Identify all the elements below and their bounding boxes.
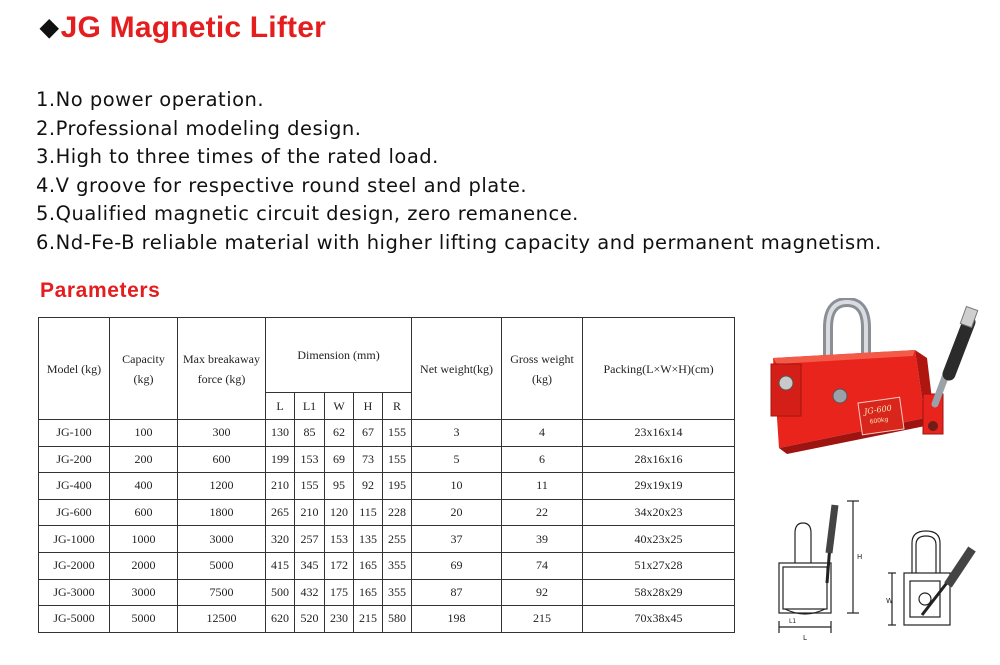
cell-dim-l1: 520 bbox=[295, 606, 325, 633]
table-row bbox=[39, 499, 735, 526]
cell-capacity: 3000 bbox=[110, 579, 178, 606]
cell-dim-h: 135 bbox=[354, 526, 383, 553]
cell-model: JG-5000 bbox=[39, 606, 110, 633]
header-dim-r: R bbox=[383, 393, 412, 420]
cell-model: JG-2000 bbox=[39, 552, 110, 579]
cell-dim-h: 115 bbox=[354, 499, 383, 526]
header-breakaway-line1: Max breakaway bbox=[183, 351, 260, 366]
table-row bbox=[39, 420, 735, 447]
cell-dim-w: 62 bbox=[325, 420, 354, 447]
feature-item: 4.V groove for respective round steel and plate. bbox=[36, 173, 528, 197]
header-breakaway-line2: force (kg) bbox=[197, 371, 246, 386]
cell-packing: 40x23x25 bbox=[583, 526, 735, 553]
table-row bbox=[39, 552, 735, 579]
cell-dim-r: 355 bbox=[383, 579, 412, 606]
cell-dim-l: 265 bbox=[266, 499, 295, 526]
cell-capacity: 100 bbox=[110, 420, 178, 447]
cell-capacity: 600 bbox=[110, 499, 178, 526]
cell-breakaway-force: 600 bbox=[178, 446, 266, 473]
cell-dim-r: 355 bbox=[383, 552, 412, 579]
lifter-illustration bbox=[771, 302, 978, 454]
header-capacity-line1: Capacity bbox=[122, 351, 165, 366]
cell-breakaway-force: 5000 bbox=[178, 552, 266, 579]
cell-gross-weight: 22 bbox=[502, 499, 583, 526]
cell-dim-r: 580 bbox=[383, 606, 412, 633]
page-title bbox=[40, 8, 326, 50]
cell-capacity: 2000 bbox=[110, 552, 178, 579]
cell-breakaway-force: 3000 bbox=[178, 526, 266, 553]
cell-dim-h: 165 bbox=[354, 552, 383, 579]
cell-dim-w: 172 bbox=[325, 552, 354, 579]
feature-item: 2.Professional modeling design. bbox=[36, 116, 362, 140]
cell-dim-l: 210 bbox=[266, 473, 295, 500]
cell-model: JG-600 bbox=[39, 499, 110, 526]
cell-dim-l1: 153 bbox=[295, 446, 325, 473]
cell-capacity: 200 bbox=[110, 446, 178, 473]
cell-dim-w: 153 bbox=[325, 526, 354, 553]
technical-drawing-front bbox=[773, 493, 883, 643]
cell-dim-l: 199 bbox=[266, 446, 295, 473]
cell-net-weight: 5 bbox=[412, 446, 502, 473]
cell-dim-w: 230 bbox=[325, 606, 354, 633]
cell-model: JG-400 bbox=[39, 473, 110, 500]
cell-dim-w: 120 bbox=[325, 499, 354, 526]
feature-item: 5.Qualified magnetic circuit design, zero remanence. bbox=[36, 202, 579, 226]
cell-dim-r: 195 bbox=[383, 473, 412, 500]
cell-net-weight: 87 bbox=[412, 579, 502, 606]
header-gross-line2: (kg) bbox=[532, 371, 553, 386]
cell-packing: 29x19x19 bbox=[583, 473, 735, 500]
header-packing: Packing(L×W×H)(cm) bbox=[583, 318, 735, 420]
cell-net-weight: 198 bbox=[412, 606, 502, 633]
table-row bbox=[39, 606, 735, 633]
cell-net-weight: 10 bbox=[412, 473, 502, 500]
feature-item: 3.High to three times of the rated load. bbox=[36, 145, 439, 169]
cell-dim-r: 255 bbox=[383, 526, 412, 553]
cell-dim-h: 67 bbox=[354, 420, 383, 447]
cell-capacity: 1000 bbox=[110, 526, 178, 553]
cell-dim-l: 415 bbox=[266, 552, 295, 579]
cell-dim-w: 69 bbox=[325, 446, 354, 473]
cell-dim-l: 320 bbox=[266, 526, 295, 553]
header-capacity-line2: (kg) bbox=[133, 371, 154, 386]
cell-net-weight: 3 bbox=[412, 420, 502, 447]
parameters-table-body bbox=[39, 420, 735, 633]
cell-dim-l1: 345 bbox=[295, 552, 325, 579]
cell-packing: 51x27x28 bbox=[583, 552, 735, 579]
header-gross-weight bbox=[502, 318, 583, 420]
cell-gross-weight: 4 bbox=[502, 420, 583, 447]
plate-model-text: JG-600 bbox=[863, 403, 893, 417]
cell-dim-w: 175 bbox=[325, 579, 354, 606]
header-breakaway bbox=[178, 318, 266, 420]
cell-packing: 58x28x29 bbox=[583, 579, 735, 606]
technical-drawing-side bbox=[886, 525, 986, 640]
feature-item: 1.No power operation. bbox=[36, 88, 265, 111]
header-capacity bbox=[110, 318, 178, 420]
header-gross-line1: Gross weight bbox=[510, 351, 574, 366]
cell-model: JG-1000 bbox=[39, 526, 110, 553]
header-model: Model (kg) bbox=[39, 318, 110, 420]
cell-dim-l: 130 bbox=[266, 420, 295, 447]
cell-dim-l: 620 bbox=[266, 606, 295, 633]
cell-gross-weight: 215 bbox=[502, 606, 583, 633]
plate-capacity-text: 600kg bbox=[869, 416, 889, 426]
cell-model: JG-100 bbox=[39, 420, 110, 447]
cell-model: JG-3000 bbox=[39, 579, 110, 606]
title-text: JG Magnetic Lifter bbox=[60, 11, 326, 44]
cell-breakaway-force: 1200 bbox=[178, 473, 266, 500]
header-dimension: Dimension (mm) bbox=[266, 318, 412, 393]
cell-breakaway-force: 7500 bbox=[178, 579, 266, 606]
drawing-label-h: H bbox=[857, 553, 863, 561]
cell-packing: 28x16x16 bbox=[583, 446, 735, 473]
cell-net-weight: 20 bbox=[412, 499, 502, 526]
cell-dim-h: 73 bbox=[354, 446, 383, 473]
drawing-label-l1: L1 bbox=[789, 618, 797, 625]
cell-packing: 23x16x14 bbox=[583, 420, 735, 447]
cell-capacity: 5000 bbox=[110, 606, 178, 633]
table-row bbox=[39, 473, 735, 500]
cell-breakaway-force: 12500 bbox=[178, 606, 266, 633]
cell-dim-r: 155 bbox=[383, 446, 412, 473]
cell-packing: 34x20x23 bbox=[583, 499, 735, 526]
cell-gross-weight: 11 bbox=[502, 473, 583, 500]
cell-net-weight: 69 bbox=[412, 552, 502, 579]
cell-packing: 70x38x45 bbox=[583, 606, 735, 633]
header-dim-h: H bbox=[354, 393, 383, 420]
header-dim-l: L bbox=[266, 393, 295, 420]
cell-gross-weight: 39 bbox=[502, 526, 583, 553]
header-dim-w: W bbox=[325, 393, 354, 420]
drawing-label-w: W bbox=[886, 597, 893, 605]
diamond-bullet-icon: ◆ bbox=[40, 14, 59, 41]
cell-gross-weight: 6 bbox=[502, 446, 583, 473]
header-net-weight: Net weight(kg) bbox=[412, 318, 502, 420]
feature-list bbox=[36, 86, 882, 258]
table-row bbox=[39, 526, 735, 553]
cell-dim-r: 228 bbox=[383, 499, 412, 526]
cell-dim-l: 500 bbox=[266, 579, 295, 606]
feature-item: 6.Nd-Fe-B reliable material with higher lifting capacity and permanent magnetism. bbox=[36, 230, 882, 254]
cell-dim-l1: 155 bbox=[295, 473, 325, 500]
cell-dim-r: 155 bbox=[383, 420, 412, 447]
parameters-heading: Parameters bbox=[40, 279, 161, 302]
table-row bbox=[39, 446, 735, 473]
cell-breakaway-force: 1800 bbox=[178, 499, 266, 526]
cell-capacity: 400 bbox=[110, 473, 178, 500]
cell-dim-w: 95 bbox=[325, 473, 354, 500]
cell-dim-l1: 257 bbox=[295, 526, 325, 553]
cell-dim-h: 215 bbox=[354, 606, 383, 633]
cell-model: JG-200 bbox=[39, 446, 110, 473]
cell-dim-l1: 432 bbox=[295, 579, 325, 606]
product-photo bbox=[765, 298, 980, 478]
cell-net-weight: 37 bbox=[412, 526, 502, 553]
drawing-label-l: L bbox=[803, 634, 807, 642]
parameters-table bbox=[38, 317, 735, 633]
header-dim-l1: L1 bbox=[295, 393, 325, 420]
cell-dim-h: 165 bbox=[354, 579, 383, 606]
cell-breakaway-force: 300 bbox=[178, 420, 266, 447]
cell-dim-l1: 210 bbox=[295, 499, 325, 526]
cell-gross-weight: 92 bbox=[502, 579, 583, 606]
cell-dim-l1: 85 bbox=[295, 420, 325, 447]
cell-gross-weight: 74 bbox=[502, 552, 583, 579]
cell-dim-h: 92 bbox=[354, 473, 383, 500]
table-row bbox=[39, 579, 735, 606]
